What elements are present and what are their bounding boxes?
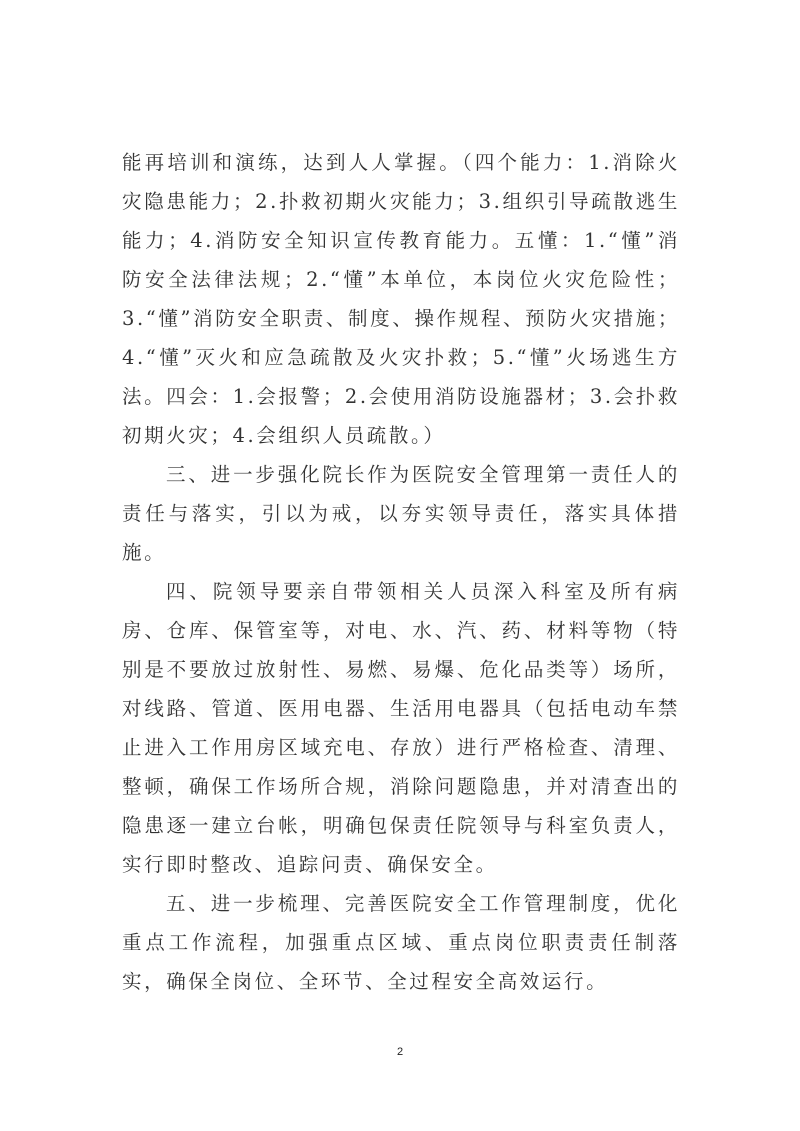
paragraph-training-abilities: 能再培训和演练，达到人人掌握。（四个能力：1.消除火灾隐患能力；2.扑救初期火灾能力；3.组织引导疏散逃生能力；4.消防安全知识宣传教育能力。五懂：1.“懂”消防安全法律法规；2.“懂”本单位，本岗位火灾危险性；3.“懂”消防安全职责、制度、操作规程、预防火灾措施；4.“懂”灭火和应急疏散及火灾扑救；5.“懂”火场逃生方法。四会：1.会报警；2.会使用消防设施器材；3.会扑救初期火灾；4.会组织人员疏散。）	[122, 151, 680, 447]
paragraph-section-four: 四、院领导要亲自带领相关人员深入科室及所有病房、仓库、保管室等，对电、水、汽、药、材料等物（特别是不要放过放射性、易燃、易爆、危化品类等）场所，对线路、管道、医用电器、生活用电器具（包括电动车禁止进入工作用房区域充电、存放）进行严格检查、清理、整顿，确保工作场所合规，消除问题隐患，并对清查出的隐患逐一建立台帐，明确包保责任院领导与科室负责人，实行即时整改、追踪问责、确保安全。	[122, 580, 680, 876]
page-number: 2	[396, 1046, 404, 1058]
paragraph-section-three: 三、进一步强化院长作为医院安全管理第一责任人的责任与落实，引以为戒，以夯实领导责任，落实具体措施。	[122, 463, 680, 564]
paragraph-section-five: 五、进一步梳理、完善医院安全工作管理制度，优化重点工作流程，加强重点区域、重点岗位职责责任制落实，确保全岗位、全环节、全过程安全高效运行。	[122, 892, 680, 993]
document-body	[122, 143, 680, 1001]
